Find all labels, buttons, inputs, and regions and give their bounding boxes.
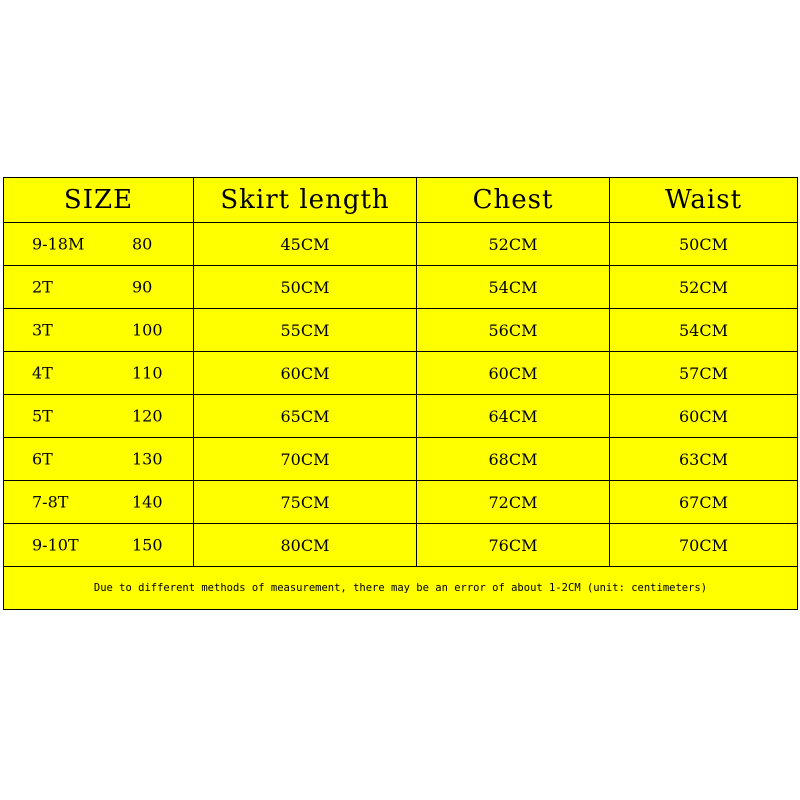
- size-chart-table: [3, 177, 798, 610]
- height-label: 120: [132, 406, 163, 426]
- table-row: [4, 309, 798, 352]
- height-label: 100: [132, 320, 163, 340]
- size-label: 7-8T: [32, 492, 69, 512]
- waist-cell: 70CM: [610, 524, 798, 567]
- waist-cell: 57CM: [610, 352, 798, 395]
- size-label: 3T: [32, 320, 53, 340]
- waist-cell: 50CM: [610, 223, 798, 266]
- waist-cell: 67CM: [610, 481, 798, 524]
- skirt-length-cell: 65CM: [194, 395, 417, 438]
- size-label: 9-18M: [32, 234, 85, 254]
- chest-cell: 64CM: [417, 395, 610, 438]
- chest-cell: 76CM: [417, 524, 610, 567]
- note-row: [4, 567, 798, 610]
- size-cell: [4, 266, 194, 309]
- height-label: 130: [132, 449, 163, 469]
- height-label: 150: [132, 535, 163, 555]
- waist-cell: 63CM: [610, 438, 798, 481]
- size-cell: [4, 309, 194, 352]
- height-label: 140: [132, 492, 163, 512]
- size-label: 2T: [32, 277, 53, 297]
- table-row: [4, 223, 798, 266]
- size-cell: [4, 395, 194, 438]
- chest-cell: 68CM: [417, 438, 610, 481]
- size-cell: [4, 223, 194, 266]
- size-label: 6T: [32, 449, 53, 469]
- waist-cell: 54CM: [610, 309, 798, 352]
- size-cell: [4, 352, 194, 395]
- chest-cell: 72CM: [417, 481, 610, 524]
- size-cell: [4, 438, 194, 481]
- size-cell: [4, 524, 194, 567]
- skirt-length-cell: 75CM: [194, 481, 417, 524]
- chest-cell: 56CM: [417, 309, 610, 352]
- header-waist: Waist: [610, 178, 798, 223]
- header-skirt-length: Skirt length: [194, 178, 417, 223]
- table-row: [4, 438, 798, 481]
- size-cell: [4, 481, 194, 524]
- skirt-length-cell: 50CM: [194, 266, 417, 309]
- table-row: [4, 524, 798, 567]
- skirt-length-cell: 45CM: [194, 223, 417, 266]
- header-row: [4, 178, 798, 223]
- table-row: [4, 352, 798, 395]
- chest-cell: 54CM: [417, 266, 610, 309]
- table-row: [4, 266, 798, 309]
- skirt-length-cell: 55CM: [194, 309, 417, 352]
- table-row: [4, 481, 798, 524]
- waist-cell: 60CM: [610, 395, 798, 438]
- size-label: 9-10T: [32, 535, 79, 555]
- height-label: 110: [132, 363, 163, 383]
- size-label: 4T: [32, 363, 53, 383]
- table-row: [4, 395, 798, 438]
- header-chest: Chest: [417, 178, 610, 223]
- skirt-length-cell: 70CM: [194, 438, 417, 481]
- chest-cell: 52CM: [417, 223, 610, 266]
- skirt-length-cell: 80CM: [194, 524, 417, 567]
- waist-cell: 52CM: [610, 266, 798, 309]
- size-label: 5T: [32, 406, 53, 426]
- height-label: 90: [132, 277, 153, 297]
- chest-cell: 60CM: [417, 352, 610, 395]
- header-size: SIZE: [4, 178, 194, 223]
- skirt-length-cell: 60CM: [194, 352, 417, 395]
- measurement-note: Due to different methods of measurement, there may be an error of about 1-2CM (unit: centimeters): [4, 567, 798, 610]
- height-label: 80: [132, 234, 153, 254]
